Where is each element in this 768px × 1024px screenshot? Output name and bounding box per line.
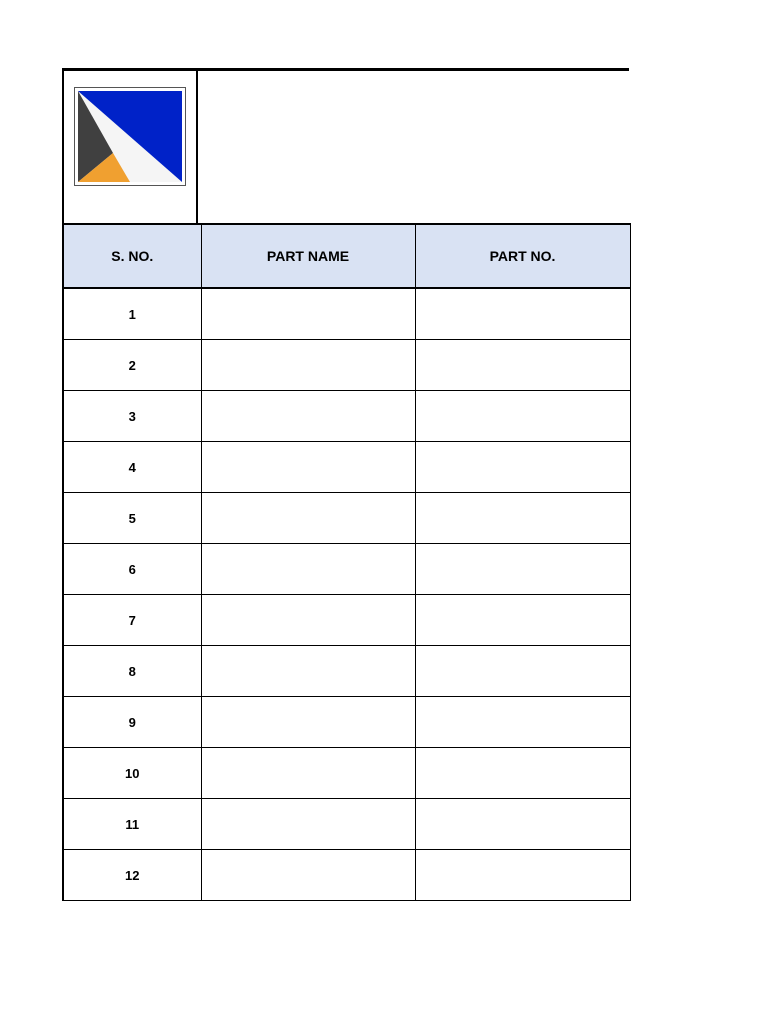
part-name-cell[interactable]	[201, 748, 415, 799]
part-no-cell[interactable]	[415, 544, 630, 595]
part-no-cell[interactable]	[415, 391, 630, 442]
serial-number-cell: 1	[63, 288, 201, 340]
part-no-cell[interactable]	[415, 288, 630, 340]
table-header-row	[63, 224, 630, 288]
part-no-cell[interactable]	[415, 850, 630, 901]
part-name-cell[interactable]	[201, 288, 415, 340]
part-name-cell[interactable]	[201, 340, 415, 391]
part-no-cell[interactable]	[415, 646, 630, 697]
table-row	[63, 799, 630, 850]
part-no-cell[interactable]	[415, 799, 630, 850]
part-name-cell[interactable]	[201, 493, 415, 544]
part-name-cell[interactable]	[201, 544, 415, 595]
header-part-no: PART NO.	[415, 224, 630, 288]
part-name-cell[interactable]	[201, 442, 415, 493]
table-row	[63, 595, 630, 646]
header-row	[62, 71, 629, 223]
header-part-name: PART NAME	[201, 224, 415, 288]
serial-number-cell: 6	[63, 544, 201, 595]
part-no-cell[interactable]	[415, 442, 630, 493]
part-name-cell[interactable]	[201, 697, 415, 748]
table-row	[63, 391, 630, 442]
table-row	[63, 340, 630, 391]
logo-cell	[62, 71, 198, 223]
header-serial-no: S. NO.	[63, 224, 201, 288]
parts-table	[62, 223, 631, 901]
table-row	[63, 544, 630, 595]
serial-number-cell: 5	[63, 493, 201, 544]
table-row	[63, 493, 630, 544]
serial-number-cell: 4	[63, 442, 201, 493]
part-no-cell[interactable]	[415, 340, 630, 391]
table-row	[63, 697, 630, 748]
serial-number-cell: 12	[63, 850, 201, 901]
part-name-cell[interactable]	[201, 799, 415, 850]
part-name-cell[interactable]	[201, 595, 415, 646]
table-row	[63, 850, 630, 901]
serial-number-cell: 7	[63, 595, 201, 646]
part-no-cell[interactable]	[415, 697, 630, 748]
logo-frame	[74, 87, 186, 186]
part-name-cell[interactable]	[201, 850, 415, 901]
part-name-cell[interactable]	[201, 646, 415, 697]
table-row	[63, 748, 630, 799]
part-no-cell[interactable]	[415, 493, 630, 544]
table-row	[63, 442, 630, 493]
table-row	[63, 646, 630, 697]
table-row	[63, 288, 630, 340]
part-name-cell[interactable]	[201, 391, 415, 442]
serial-number-cell: 10	[63, 748, 201, 799]
part-no-cell[interactable]	[415, 748, 630, 799]
company-logo-icon	[78, 91, 182, 182]
part-no-cell[interactable]	[415, 595, 630, 646]
serial-number-cell: 8	[63, 646, 201, 697]
serial-number-cell: 11	[63, 799, 201, 850]
serial-number-cell: 9	[63, 697, 201, 748]
serial-number-cell: 3	[63, 391, 201, 442]
serial-number-cell: 2	[63, 340, 201, 391]
